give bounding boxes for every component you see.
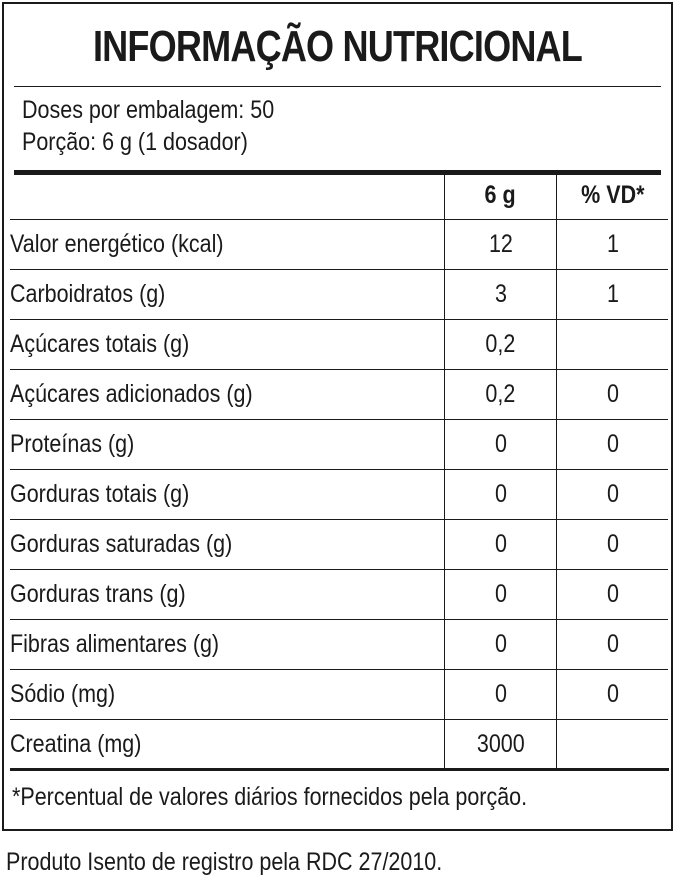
nutrient-label: Carboidratos (g) [10,270,445,320]
nutrient-amount: 12 [445,220,557,270]
nutrient-amount: 0 [445,470,557,520]
nutrient-amount: 0 [445,420,557,470]
servings-per-package: Doses por embalagem: 50 [22,96,275,124]
nutrient-daily-value: 0 [557,620,669,670]
nutrient-label: Açúcares adicionados (g) [10,370,445,420]
nutrient-daily-value: 1 [557,220,669,270]
table-row [10,470,668,520]
title-divider [14,86,661,87]
nutrient-amount: 0 [445,670,557,720]
daily-value-footnote: *Percentual de valores diários fornecidos pela porção. [12,783,528,811]
nutrient-daily-value [557,720,669,770]
table-row [10,520,668,570]
nutrient-label: Gorduras saturadas (g) [10,520,445,570]
table-row [10,420,668,470]
nutrient-amount: 0 [445,620,557,670]
nutrient-daily-value: 0 [557,370,669,420]
nutrient-daily-value: 0 [557,570,669,620]
table-row [10,620,668,670]
header-daily-value: % VD* [557,171,669,220]
nutrient-amount: 0 [445,520,557,570]
registration-exemption-note: Produto Isento de registro pela RDC 27/2010. [6,848,443,876]
header-amount: 6 g [445,171,557,220]
nutrient-label: Proteínas (g) [10,420,445,470]
table-row [10,220,668,270]
table-row [10,720,668,770]
nutrient-label: Gorduras totais (g) [10,470,445,520]
nutrient-label: Valor energético (kcal) [10,220,445,270]
nutrient-daily-value: 0 [557,470,669,520]
table-row [10,570,668,620]
nutrient-daily-value: 1 [557,270,669,320]
nutrient-amount: 0,2 [445,370,557,420]
nutrient-label: Açúcares totais (g) [10,320,445,370]
nutrient-amount: 0 [445,570,557,620]
footer-divider [10,768,669,771]
serving-size: Porção: 6 g (1 dosador) [22,128,248,156]
nutrient-daily-value [557,320,669,370]
nutrient-amount: 3 [445,270,557,320]
nutrient-label: Creatina (mg) [10,730,142,758]
panel-title: INFORMAÇÃO NUTRICIONAL [92,22,583,71]
header-nutrient [10,171,445,220]
nutrient-label: Gorduras trans (g) [10,570,445,620]
serving-info [22,94,274,158]
table-row [10,670,668,720]
nutrient-label: Fibras alimentares (g) [10,620,445,670]
table-header-row [10,171,668,220]
nutrition-table [10,171,668,769]
table-row [10,320,668,370]
nutrient-daily-value: 0 [557,420,669,470]
nutrient-label: Sódio (mg) [10,670,445,720]
nutrient-daily-value: 0 [557,670,669,720]
nutrient-daily-value: 0 [557,520,669,570]
nutrient-amount: 3000 [445,720,557,770]
nutrient-amount: 0,2 [445,320,557,370]
table-row [10,270,668,320]
table-row [10,370,668,420]
